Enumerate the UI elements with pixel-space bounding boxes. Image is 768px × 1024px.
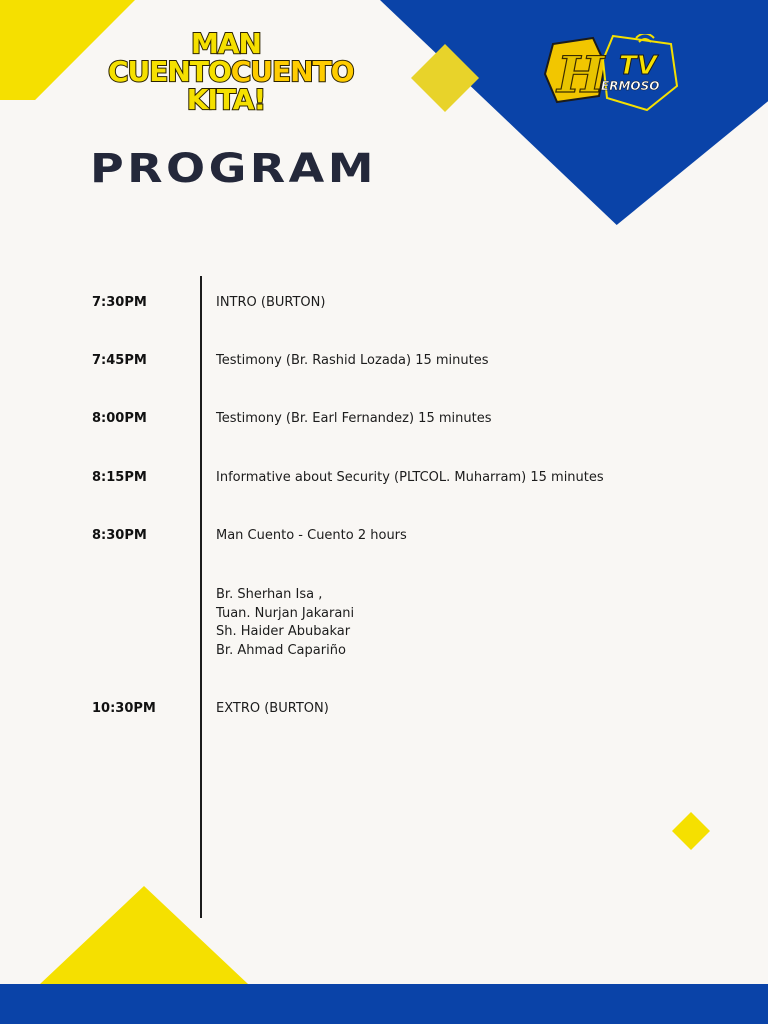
tv-logo-tv: TV xyxy=(619,51,657,81)
yellow-bottom-triangle xyxy=(40,886,248,984)
schedule-time: 7:45PM xyxy=(92,353,147,368)
schedule-time: 10:30PM xyxy=(92,701,156,716)
tv-logo-letter: H xyxy=(557,45,605,104)
schedule-divider xyxy=(200,276,202,918)
show-logo-line2 xyxy=(108,55,354,88)
tv-logo-name: ERMOSO xyxy=(601,79,660,93)
schedule-desc: Informative about Security (PLTCOL. Muharram) 15 minutes xyxy=(216,470,604,485)
page-title: PROGRAM xyxy=(90,146,377,192)
tv-logo-graphic xyxy=(543,34,683,114)
schedule-time: 8:00PM xyxy=(92,411,147,426)
schedule-desc: Testimony (Br. Rashid Lozada) 15 minutes xyxy=(216,353,489,368)
guest-list xyxy=(216,586,354,660)
schedule-time: 7:30PM xyxy=(92,295,147,310)
guest-name: Br. Ahmad Capariño xyxy=(216,642,346,658)
yellow-diamond-small xyxy=(672,812,710,850)
guest-name: Sh. Haider Abubakar xyxy=(216,624,351,639)
schedule-time: 8:30PM xyxy=(92,528,147,543)
tv-hermoso-logo xyxy=(543,34,683,114)
schedule-desc: Testimony (Br. Earl Fernandez) 15 minutes xyxy=(216,411,492,426)
footer-bar xyxy=(0,984,768,1024)
show-logo-line1: MAN xyxy=(191,27,261,60)
guest-name: Br. Sherhan Isa , xyxy=(216,587,323,602)
schedule-desc: Man Cuento - Cuento 2 hours xyxy=(216,528,407,543)
schedule-desc: INTRO (BURTON) xyxy=(216,295,326,310)
schedule-time: 8:15PM xyxy=(92,470,147,485)
show-logo-line3: KITA! xyxy=(186,83,266,116)
show-logo xyxy=(108,27,354,118)
schedule-desc: EXTRO (BURTON) xyxy=(216,701,329,716)
guest-name: Tuan. Nurjan Jakarani xyxy=(216,605,355,621)
show-logo-line2b: CUENTO xyxy=(230,55,354,88)
show-logo-line2a: CUENTO xyxy=(108,55,231,88)
